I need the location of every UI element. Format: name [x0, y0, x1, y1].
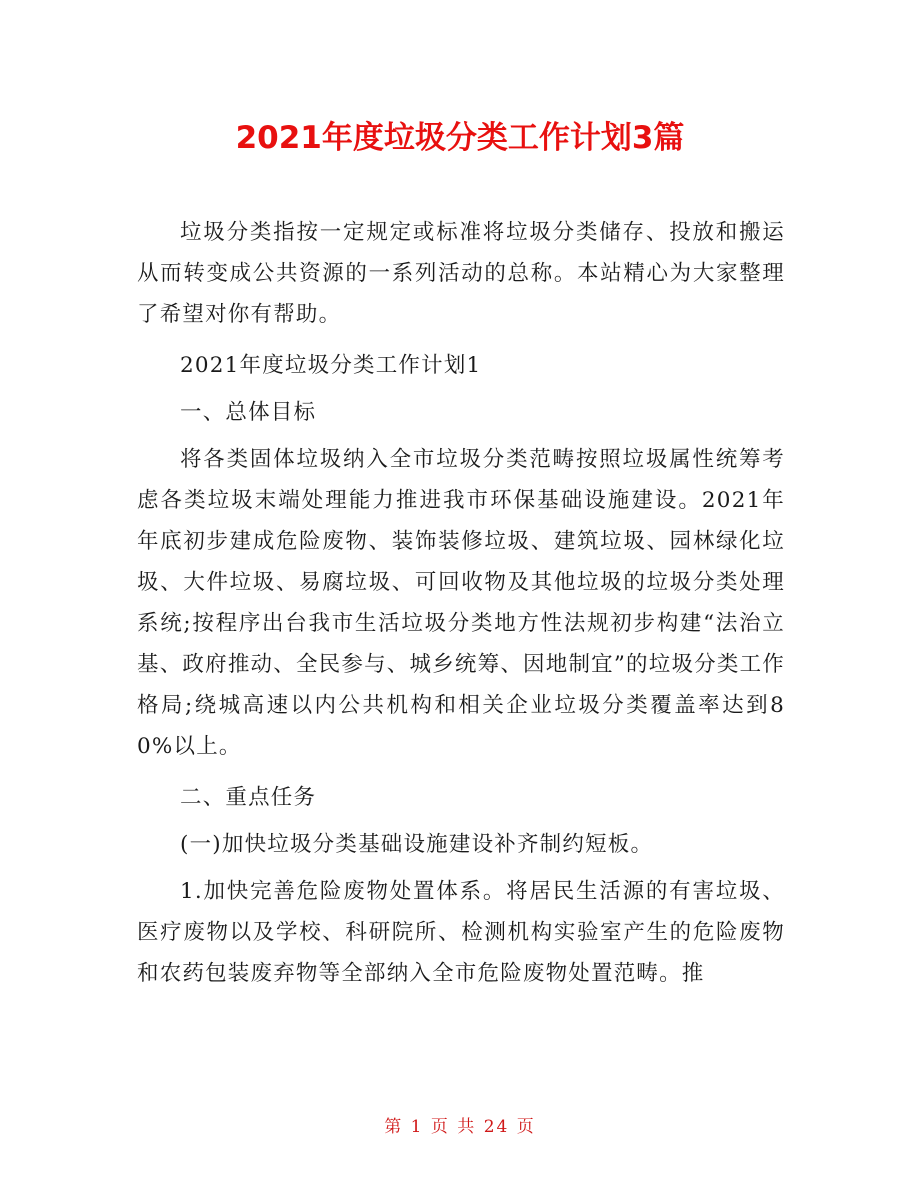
- task-paragraph-hazardous-waste: 1.加快完善危险废物处置体系。将居民生活源的有害垃圾、医疗废物以及学校、科研院所、检测机构实验室产生的危险废物和农药包装废弃物等全部纳入全市危险废物处置范畴。推: [137, 879, 785, 986]
- section-heading-key-tasks: 二、重点任务: [180, 785, 317, 810]
- goal-paragraph: 将各类固体垃圾纳入全市垃圾分类范畴按照垃圾属性统筹考虑各类垃圾末端处理能力推进我市环保基础设施建设。2021年年底初步建成危险废物、装饰装修垃圾、建筑垃圾、园林绿化垃圾、大件垃圾、易腐垃圾、可回收物及其他垃圾的垃圾分类处理系统;按程序出台我市生活垃圾分类地方性法规初步构建“法治立基、政府推动、全民参与、城乡统筹、因地制宜”的垃圾分类工作格局;绕城高速以内公共机构和相关企业垃圾分类覆盖率达到80%以上。: [137, 447, 785, 759]
- page-number-footer: 第 1 页 共 24 页: [384, 1117, 536, 1137]
- subsection-heading-infrastructure: (一)加快垃圾分类基础设施建设补齐制约短板。: [180, 832, 654, 857]
- section-heading-overall-goal: 一、总体目标: [180, 400, 317, 425]
- document-body: [137, 212, 785, 994]
- document-title: 2021年度垃圾分类工作计划3篇: [235, 120, 685, 156]
- intro-paragraph: 垃圾分类指按一定规定或标准将垃圾分类储存、投放和搬运从而转变成公共资源的一系列活动的总称。本站精心为大家整理了希望对你有帮助。: [137, 220, 785, 327]
- section-heading-plan-1: 2021年度垃圾分类工作计划1: [180, 353, 482, 378]
